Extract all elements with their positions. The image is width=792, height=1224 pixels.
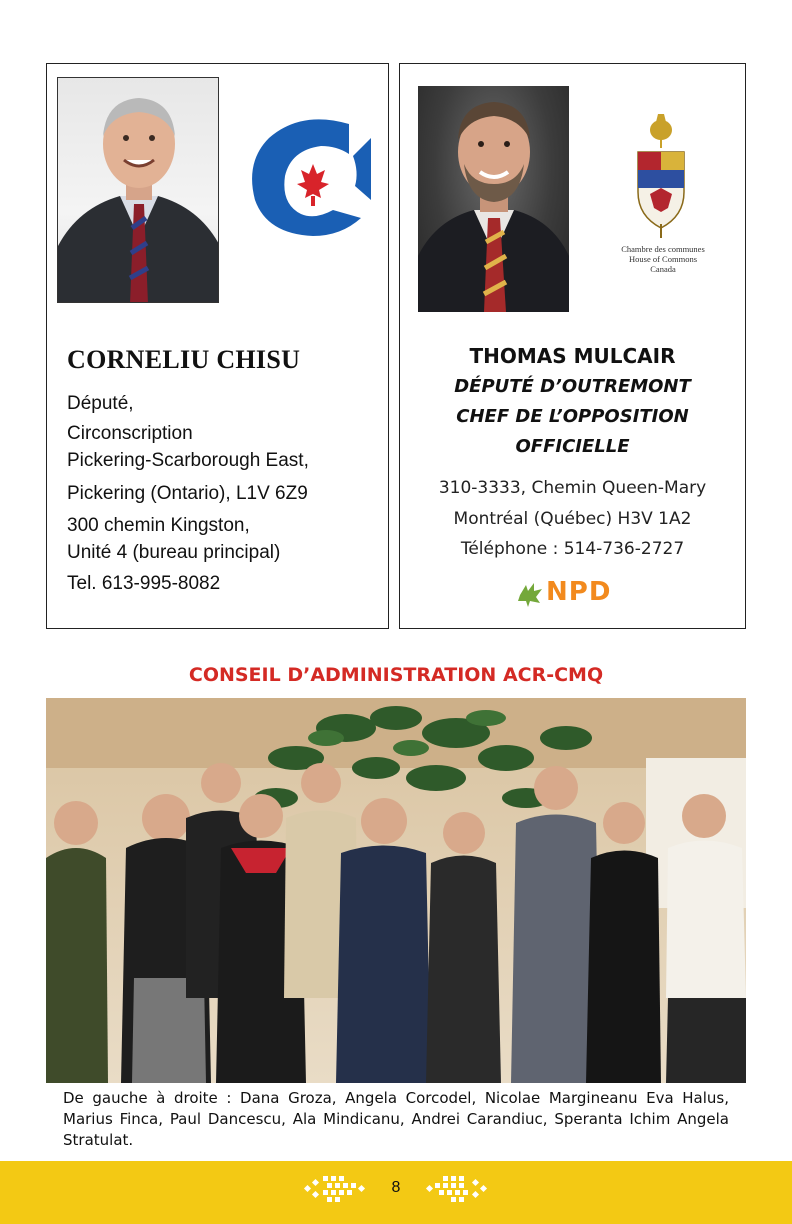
address-line2: Montréal (Québec) H3V 1A2 bbox=[453, 509, 692, 529]
title-line3: OFFICIELLE bbox=[515, 436, 630, 457]
house-of-commons-crest bbox=[594, 112, 732, 277]
mp-card-chisu bbox=[46, 63, 389, 629]
address-line2: Unité 4 (bureau principal) bbox=[67, 542, 281, 563]
title-line2: CHEF DE L’OPPOSITION bbox=[456, 406, 689, 427]
crest-caption-en: House of Commons bbox=[629, 254, 697, 264]
section-title: CONSEIL D’ADMINISTRATION ACR-CMQ bbox=[188, 664, 604, 686]
riding-name: Pickering-Scarborough East, bbox=[67, 450, 309, 471]
phone: Téléphone : 514-736-2727 bbox=[460, 539, 685, 559]
npd-logo bbox=[516, 577, 630, 609]
phone: Tel. 613-995-8082 bbox=[67, 573, 221, 594]
right-ornament-icon bbox=[421, 1172, 489, 1206]
address-line1: 300 chemin Kingston, bbox=[67, 515, 250, 536]
crest-caption-fr: Chambre des communes bbox=[621, 244, 705, 254]
mp-role: Député, bbox=[67, 393, 134, 414]
portrait-photo-chisu bbox=[57, 77, 219, 303]
crest-caption-country: Canada bbox=[650, 264, 676, 274]
address-line1: 310-3333, Chemin Queen-Mary bbox=[438, 478, 707, 498]
mp-card-mulcair bbox=[399, 63, 746, 629]
mp-name: CORNELIU CHISU bbox=[67, 345, 301, 374]
photo-caption: De gauche à droite : Dana Groza, Angela Corcodel, Nicolae Margineanu Eva Halus, Marius Finca, Paul Dancescu, Ala Mindicanu, Andrei Carandiuc, Speranta Ichim Angela Stratulat. bbox=[63, 1089, 729, 1149]
page-number: 8 bbox=[391, 1179, 401, 1196]
conservative-party-logo bbox=[241, 116, 371, 238]
portrait-photo-mulcair bbox=[418, 86, 569, 312]
title-line1: DÉPUTÉ D’OUTREMONT bbox=[454, 376, 691, 397]
mp-name: THOMAS MULCAIR bbox=[469, 344, 676, 368]
riding-label: Circonscription bbox=[67, 423, 193, 444]
npd-logo-text: NPD bbox=[546, 577, 612, 607]
city-line: Pickering (Ontario), L1V 6Z9 bbox=[67, 483, 308, 504]
group-photo bbox=[46, 698, 746, 1083]
